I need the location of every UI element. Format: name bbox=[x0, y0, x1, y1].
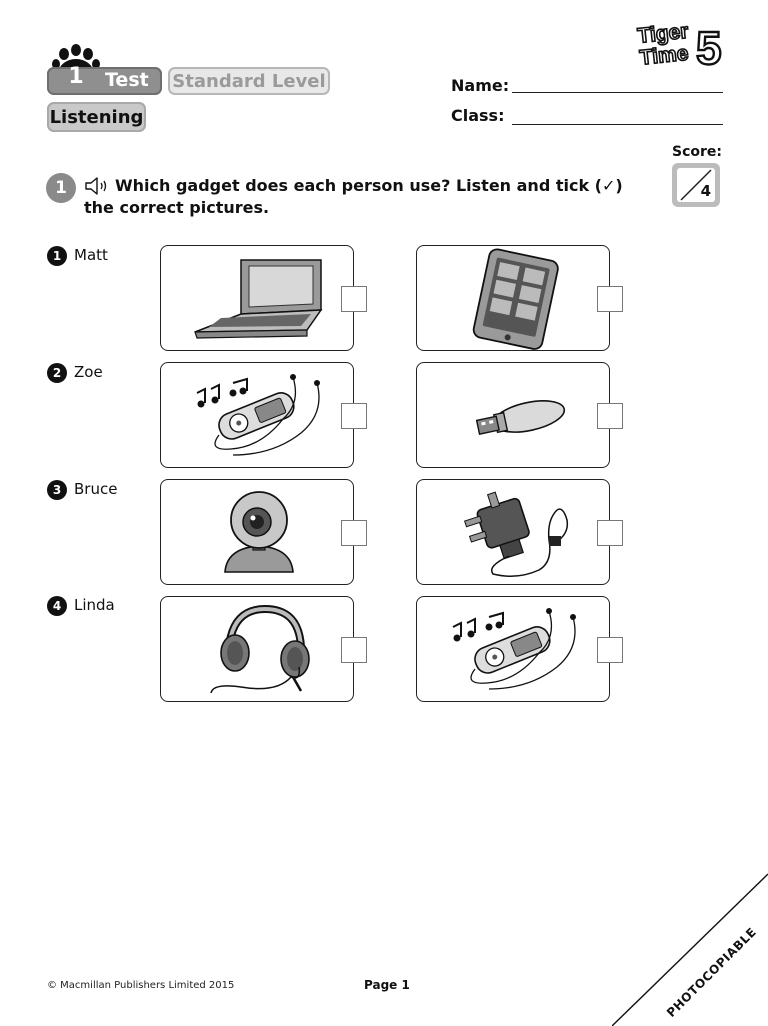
item-number: 2 bbox=[47, 363, 67, 383]
skill-badge: Listening bbox=[47, 102, 146, 132]
score-label: Score: bbox=[672, 144, 722, 160]
tick-box[interactable] bbox=[341, 520, 367, 546]
tick-box[interactable] bbox=[341, 403, 367, 429]
tablet-icon bbox=[417, 246, 611, 352]
option-card-mp3-player bbox=[416, 596, 610, 702]
class-field[interactable] bbox=[512, 124, 723, 125]
class-label: Class: bbox=[451, 106, 505, 125]
option-card-laptop bbox=[160, 245, 354, 351]
option-card-webcam bbox=[160, 479, 354, 585]
question-text-line2: the correct pictures. bbox=[84, 198, 270, 217]
item-name: Matt bbox=[74, 246, 108, 264]
photocopiable-label: PHOTOCOPIABLE bbox=[664, 924, 760, 1020]
logo-line1: Tiger bbox=[636, 19, 690, 48]
page-number: Page 1 bbox=[364, 978, 410, 992]
tick-box[interactable] bbox=[597, 520, 623, 546]
tick-box[interactable] bbox=[597, 286, 623, 312]
charger-icon bbox=[417, 480, 611, 586]
name-field[interactable] bbox=[512, 92, 723, 93]
speaker-icon bbox=[84, 175, 112, 197]
level-badge: Standard Level bbox=[168, 67, 330, 95]
logo-line2: Time bbox=[638, 41, 690, 70]
laptop-icon bbox=[161, 246, 355, 352]
question-number: 1 bbox=[46, 173, 76, 203]
logo-number: 5 bbox=[696, 22, 722, 70]
option-card-mp3-player bbox=[160, 362, 354, 468]
test-number: 1 bbox=[68, 64, 84, 89]
score-box[interactable] bbox=[672, 163, 720, 207]
option-card-charger bbox=[416, 479, 610, 585]
item-name: Linda bbox=[74, 596, 115, 614]
tick-box[interactable] bbox=[597, 403, 623, 429]
item-number: 3 bbox=[47, 480, 67, 500]
mp3-player-icon bbox=[417, 597, 611, 703]
option-card-tablet bbox=[416, 245, 610, 351]
tick-box[interactable] bbox=[341, 286, 367, 312]
question-text-line1: Which gadget does each person use? Listen and tick (✓) bbox=[115, 176, 623, 195]
copyright: © Macmillan Publishers Limited 2015 bbox=[47, 980, 235, 991]
headphones-icon bbox=[161, 597, 355, 703]
mp3-player-icon bbox=[161, 363, 355, 469]
item-name: Zoe bbox=[74, 363, 103, 381]
option-card-headphones bbox=[160, 596, 354, 702]
tick-box[interactable] bbox=[597, 637, 623, 663]
item-name: Bruce bbox=[74, 480, 118, 498]
tiger-time-logo bbox=[636, 18, 736, 70]
name-label: Name: bbox=[451, 76, 510, 95]
webcam-icon bbox=[161, 480, 355, 586]
option-card-usb-stick bbox=[416, 362, 610, 468]
usb-stick-icon bbox=[417, 363, 611, 469]
score-total: 4 bbox=[700, 182, 711, 200]
tick-box[interactable] bbox=[341, 637, 367, 663]
item-number: 4 bbox=[47, 596, 67, 616]
item-number: 1 bbox=[47, 246, 67, 266]
test-label: Test bbox=[105, 69, 149, 91]
